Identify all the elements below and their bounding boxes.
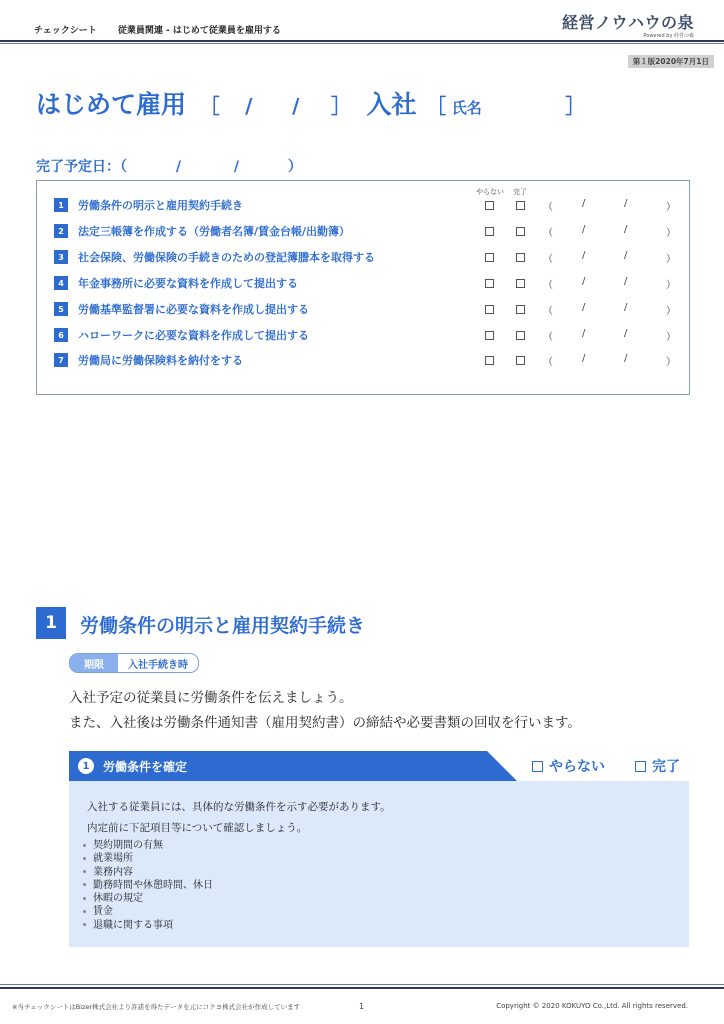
title-name-open: ［	[426, 94, 447, 118]
date-sep: /	[582, 328, 586, 339]
title-date-sep1: /	[245, 94, 253, 118]
item-label: 年金事務所に必要な資料を作成して提出する	[78, 277, 298, 290]
version-badge: 第１版2020年7月1日	[628, 55, 714, 68]
page-title	[36, 85, 585, 121]
checklist-item	[54, 223, 350, 239]
date-sep: /	[582, 250, 586, 261]
copyright: Copyright © 2020 KOKUYO Co.,Ltd. All rights reserved.	[496, 1002, 688, 1010]
date-sep: /	[624, 276, 628, 287]
title-date-open: ［	[199, 94, 220, 118]
checklist-item	[54, 275, 298, 291]
list-item	[83, 839, 213, 852]
item-number: 2	[54, 224, 68, 238]
skip-checkbox[interactable]	[485, 253, 494, 262]
date-open: （	[543, 280, 553, 291]
item-number: 4	[54, 276, 68, 290]
date-open: （	[543, 306, 553, 317]
skip-checkbox[interactable]	[485, 201, 494, 210]
skip-checkbox[interactable]	[485, 279, 494, 288]
deadline-badge	[69, 653, 199, 673]
step-header	[69, 751, 689, 781]
date-close: ）	[666, 357, 676, 368]
section-title: 労働条件の明示と雇用契約手続き	[80, 615, 366, 637]
list-item	[83, 905, 213, 918]
skip-checkbox[interactable]	[485, 305, 494, 314]
date-sep: /	[582, 198, 586, 209]
title-hire: 入社	[366, 90, 417, 119]
list-item-text: 退職に関する事項	[93, 919, 173, 931]
footer-divider	[0, 987, 724, 989]
date-sep: /	[624, 250, 628, 261]
bullet-icon	[83, 923, 86, 926]
detail-line-1: 入社する従業員には、具体的な労働条件を示す必要があります。	[87, 801, 391, 813]
title-date-close: ］	[330, 94, 351, 118]
done-checkbox[interactable]	[516, 227, 525, 236]
date-sep: /	[582, 276, 586, 287]
title-main: はじめて雇用	[36, 90, 187, 119]
deadline-value: 入社手続き時	[118, 654, 198, 672]
item-label: ハローワークに必要な資料を作成して提出する	[78, 329, 309, 342]
intro-line-1: 入社予定の従業員に労働条件を伝えましょう。	[69, 690, 353, 706]
intro-line-2: また、入社後は労働条件通知書（雇用契約書）の締結や必要書類の回収を行います。	[69, 715, 581, 731]
date-close: ）	[666, 306, 676, 317]
checklist-item	[54, 327, 309, 343]
deadline-label: 期限	[70, 654, 118, 672]
checkbox-icon[interactable]	[532, 761, 543, 772]
list-item	[83, 852, 213, 865]
step-skip-label: やらない	[549, 759, 605, 775]
list-item-text: 契約期間の有無	[93, 840, 163, 851]
item-label: 労働基準監督署に必要な資料を作成し提出する	[78, 303, 309, 316]
due-close: ）	[287, 159, 302, 175]
list-item	[83, 879, 213, 892]
step-done-option[interactable]	[635, 756, 680, 776]
skip-checkbox[interactable]	[485, 227, 494, 236]
date-open: （	[543, 254, 553, 265]
item-label: 労働条件の明示と雇用契約手続き	[78, 199, 243, 212]
list-item	[83, 892, 213, 905]
bullet-icon	[83, 910, 86, 913]
bullet-icon	[83, 870, 86, 873]
date-close: ）	[666, 280, 676, 291]
date-close: ）	[666, 202, 676, 213]
date-close: ）	[666, 228, 676, 239]
list-item	[83, 919, 213, 932]
due-sep2: /	[233, 159, 239, 175]
footer-note: ※当チェックシートはBizer株式会社より許諾を得たデータを元にコクヨ株式会社が作成しています	[12, 1003, 301, 1011]
step-detail	[69, 781, 689, 947]
item-number: 7	[54, 353, 68, 367]
item-label: 労働局に労働保険料を納付をする	[78, 354, 243, 367]
title-date-sep2: /	[292, 94, 300, 118]
bullet-icon	[83, 883, 86, 886]
footer-divider-thin	[0, 984, 724, 985]
due-sep1: /	[175, 159, 181, 175]
date-sep: /	[624, 198, 628, 209]
done-checkbox[interactable]	[516, 253, 525, 262]
col-head-skip: やらない	[476, 188, 504, 196]
done-checkbox[interactable]	[516, 305, 525, 314]
list-item-text: 業務内容	[93, 866, 133, 878]
checklist-item	[54, 301, 309, 317]
item-number: 1	[54, 198, 68, 212]
checkbox-icon[interactable]	[635, 761, 646, 772]
detail-line-2: 内定前に下記項目等について確認しましょう。	[87, 822, 308, 834]
date-open: （	[543, 357, 553, 368]
header-category: チェックシート	[34, 26, 97, 36]
item-label: 法定三帳簿を作成する（労働者名簿/賃金台帳/出勤簿）	[78, 225, 351, 238]
step-done-label: 完了	[652, 759, 680, 775]
title-name-label: 氏名	[451, 99, 482, 117]
logo	[562, 10, 694, 39]
date-close: ）	[666, 254, 676, 265]
date-open: （	[543, 228, 553, 239]
list-item-text: 休暇の規定	[93, 893, 143, 905]
step-skip-option[interactable]	[532, 756, 605, 776]
skip-checkbox[interactable]	[485, 331, 494, 340]
item-number: 6	[54, 328, 68, 342]
date-sep: /	[624, 302, 628, 313]
step-number-icon: 1	[78, 758, 94, 774]
date-close: ）	[666, 332, 676, 343]
bullet-icon	[83, 844, 86, 847]
bullet-icon	[83, 857, 86, 860]
item-number: 5	[54, 302, 68, 316]
list-item-text: 勤務時間や休憩時間、休日	[93, 879, 213, 891]
date-sep: /	[582, 224, 586, 235]
detail-list	[83, 839, 213, 932]
logo-sub: Powered by 経営の森	[643, 33, 694, 39]
checklist-item	[54, 352, 243, 368]
header-divider-thin	[0, 43, 724, 44]
date-sep: /	[582, 302, 586, 313]
header-divider	[0, 40, 724, 42]
list-item-text: 賃金	[93, 906, 113, 918]
done-checkbox[interactable]	[516, 331, 525, 340]
item-number: 3	[54, 250, 68, 264]
date-open: （	[543, 202, 553, 213]
done-checkbox[interactable]	[516, 356, 525, 365]
bullet-icon	[83, 897, 86, 900]
date-open: （	[543, 332, 553, 343]
title-name-close: ］	[565, 94, 586, 118]
due-label: 完了予定日：（	[36, 159, 127, 175]
due-date	[36, 156, 302, 176]
date-sep: /	[624, 353, 628, 364]
step-title: 労働条件を確定	[103, 760, 188, 774]
skip-checkbox[interactable]	[485, 356, 494, 365]
header-section: 従業員関連 - はじめて従業員を雇用する	[117, 26, 281, 36]
date-sep: /	[624, 224, 628, 235]
checklist-item	[54, 249, 375, 265]
section-number: 1	[36, 607, 66, 639]
page-number: 1	[359, 1002, 365, 1011]
list-item	[83, 866, 213, 879]
list-item-text: 就業場所	[93, 853, 133, 865]
done-checkbox[interactable]	[516, 279, 525, 288]
col-head-done: 完了	[513, 188, 527, 196]
date-sep: /	[624, 328, 628, 339]
logo-main: 経営ノウハウの泉	[561, 13, 694, 32]
item-label: 社会保険、労働保険の手続きのための登記簿謄本を取得する	[78, 251, 375, 264]
date-sep: /	[582, 353, 586, 364]
done-checkbox[interactable]	[516, 201, 525, 210]
checklist-item	[54, 197, 243, 213]
header-breadcrumb	[34, 23, 299, 36]
